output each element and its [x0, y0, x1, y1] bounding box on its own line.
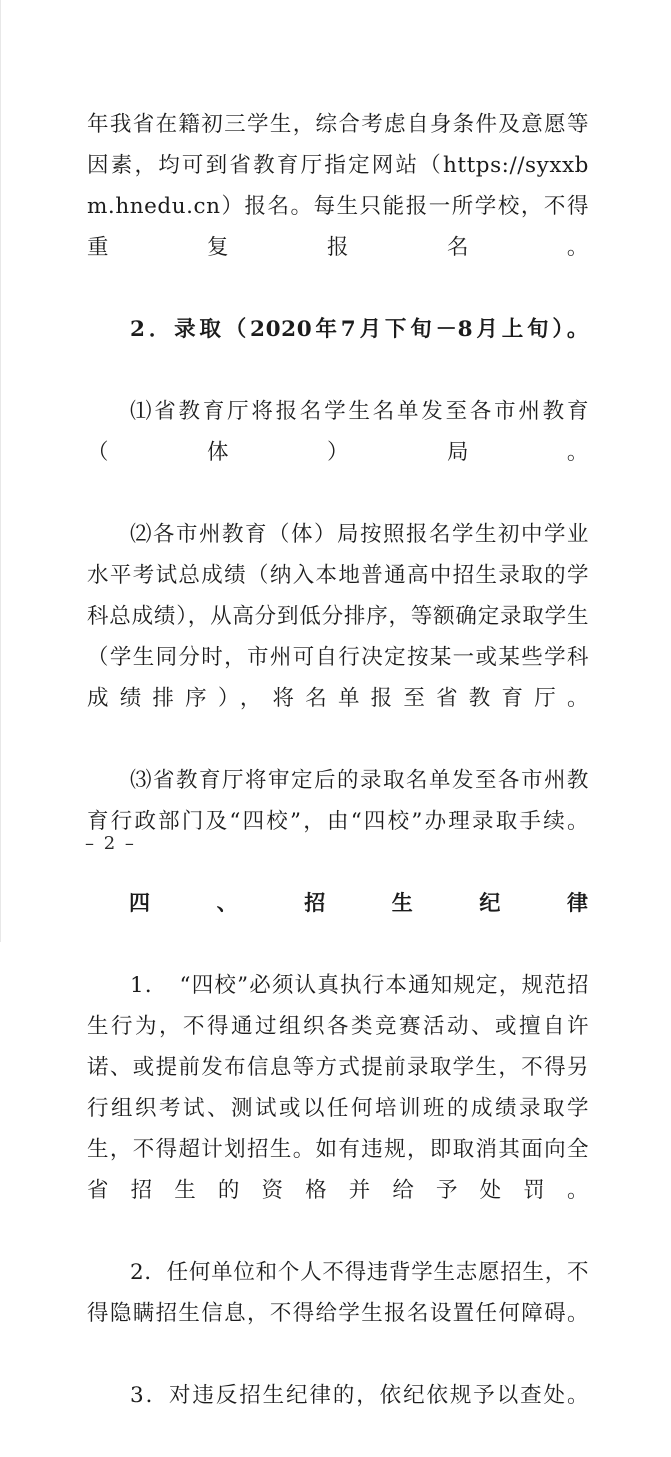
paragraph-discipline-item-1: 1． “四校”必须认真执行本通知规定，规范招生行为，不得通过组织各类竞赛活动、或擅自许诺、或提前发布信息等方式提前录取学生，不得另行组织考试、测试或以任何培训班的成绩录取学生，不得超计划招生。如有违规，即取消其面向全省招生的资格并给予处罚。 — [87, 973, 589, 1203]
paragraph-discipline-item-3: 3．对违反招生纪律的，依纪依规予以查处。 — [130, 1383, 589, 1408]
paragraph-admission-item-2: ⑵各市州教育（体）局按照报名学生初中学业水平考试总成绩（纳入本地普通高中招生录取的学科总成绩），从高分到低分排序，等额确定录取学生（学生同分时，市州可自行决定按某一或某些学科成绩排序），将名单报至省教育厅。 — [87, 522, 589, 711]
paragraph-registration-continuation: 年我省在籍初三学生，综合考虑自身条件及意愿等因素，均可到省教育厅指定网站（https://syxxbm.hnedu.cn）报名。每生只能报一所学校，不得重复报名。 — [87, 112, 589, 260]
heading-section-four-discipline: 四、招生纪律 — [129, 891, 589, 915]
paragraph-discipline-item-2: 2．任何单位和个人不得违背学生志愿招生，不得隐瞒招生信息，不得给学生报名设置任何障碍。 — [87, 1260, 589, 1326]
paragraph-admission-item-1: ⑴省教育厅将报名学生名单发至各市州教育（体）局。 — [87, 399, 589, 465]
page-number: – 2 – — [85, 833, 136, 854]
paragraph-admission-item-3: ⑶省教育厅将审定后的录取名单发至各市州教育行政部门及“四校”，由“四校”办理录取手续。 — [87, 768, 589, 834]
heading-admission-schedule: 2．录取（2020年7月下旬－8月上旬）。 — [130, 317, 589, 342]
document-text-column — [87, 104, 589, 1457]
